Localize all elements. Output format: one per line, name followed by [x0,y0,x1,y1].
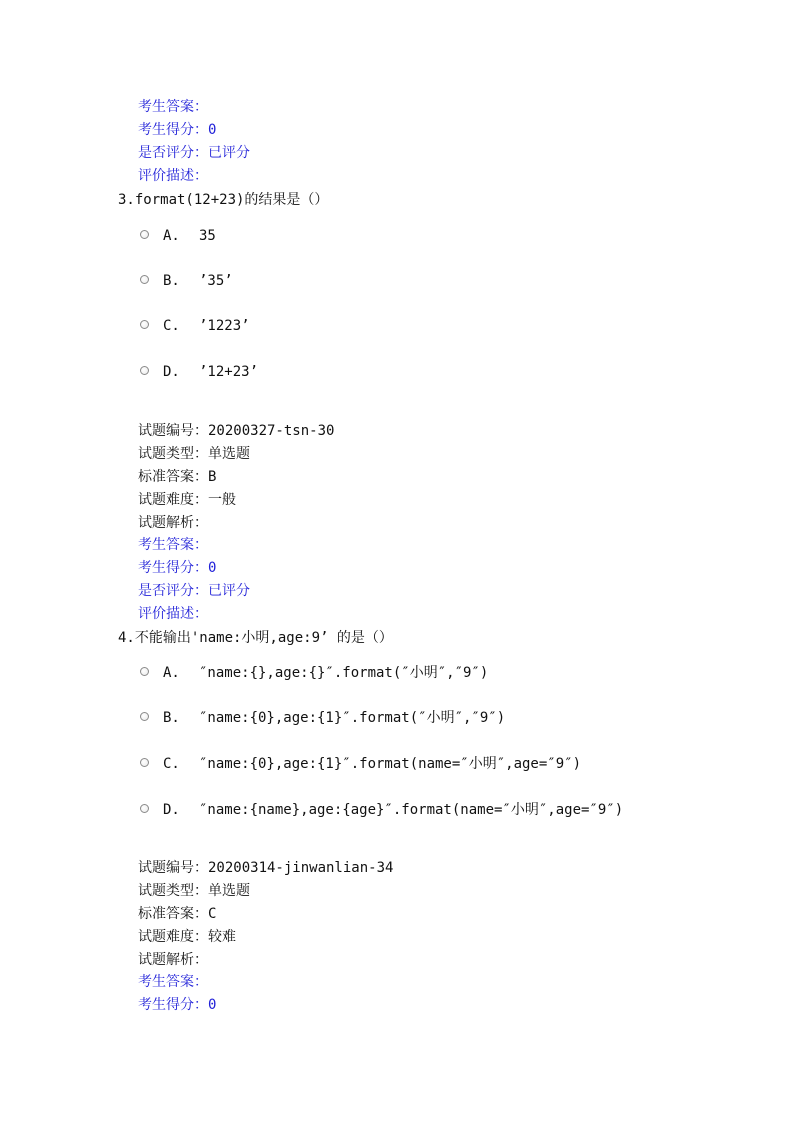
option-text: ’1223’ [199,318,250,334]
field-label: 试题解析： [138,952,208,968]
field-label: 试题编号： [138,423,208,439]
field-value: C [208,906,217,922]
field-label: 考生答案： [138,537,208,553]
field-value: 单选题 [208,883,250,899]
field-value: 单选题 [208,446,250,462]
option-text: ’35’ [199,273,233,289]
student-answer-line [138,98,208,116]
option-text: ″name:{},age:{}″.format(″小明″,″9″) [199,665,489,681]
student-answer-line [138,536,208,554]
question-stem: 4.不能输出'name:小明,age:9’ 的是（） [118,630,393,646]
field-label: 试题难度： [138,929,208,945]
option-letter: D. [163,364,180,380]
option-letter: C. [163,756,180,772]
field-label: 是否评分： [138,583,208,599]
field-value: 一般 [208,492,236,508]
radio-button[interactable] [140,712,149,721]
field-label: 考生得分： [138,997,208,1013]
radio-button[interactable] [140,320,149,329]
question-id-line [138,422,334,440]
field-label: 试题类型： [138,446,208,462]
graded-status-line [138,144,250,162]
field-value: 已评分 [208,145,250,161]
option-text: ″name:{name},age:{age}″.format(name=″小明″,age=″9″) [199,802,624,818]
option-letter: B. [163,710,180,726]
field-value: B [208,469,217,485]
graded-status-line [138,582,250,600]
option-text: ″name:{0},age:{1}″.format(name=″小明″,age=″9″) [199,756,582,772]
option-c[interactable] [140,317,250,335]
radio-button[interactable] [140,275,149,284]
difficulty-line [138,491,236,509]
field-label: 考生答案： [138,974,208,990]
field-label: 评价描述： [138,168,208,184]
student-answer-line [138,973,208,991]
option-letter: A. [163,665,180,681]
option-text: ″name:{0},age:{1}″.format(″小明″,″9″) [199,710,506,726]
radio-button[interactable] [140,758,149,767]
difficulty-line [138,928,236,946]
radio-button[interactable] [140,667,149,676]
question-stem: 3.format(12+23)的结果是（） [118,192,329,208]
field-label: 是否评分： [138,145,208,161]
field-label: 试题难度： [138,492,208,508]
field-value: 0 [208,560,217,576]
option-text: 35 [199,228,216,244]
option-d[interactable] [140,363,258,381]
field-label: 考生得分： [138,560,208,576]
field-value: 0 [208,997,217,1013]
question-type-line [138,445,250,463]
option-letter: B. [163,273,180,289]
field-label: 试题类型： [138,883,208,899]
radio-button[interactable] [140,230,149,239]
option-b[interactable] [140,272,233,290]
student-score-line [138,996,216,1014]
standard-answer-line [138,905,216,923]
option-letter: D. [163,802,180,818]
field-value: 20200314-jinwanlian-34 [208,860,394,876]
evaluation-line [138,167,208,185]
analysis-line [138,514,208,532]
option-a[interactable] [140,664,488,682]
radio-button[interactable] [140,804,149,813]
option-letter: C. [163,318,180,334]
option-letter: A. [163,228,180,244]
student-score-line [138,121,216,139]
field-label: 试题编号： [138,860,208,876]
field-label: 标准答案： [138,469,208,485]
field-label: 评价描述： [138,606,208,622]
field-label: 标准答案： [138,906,208,922]
evaluation-line [138,605,208,623]
field-label: 考生答案： [138,99,208,115]
standard-answer-line [138,468,216,486]
field-label: 试题解析： [138,515,208,531]
analysis-line [138,951,208,969]
field-value: 已评分 [208,583,250,599]
option-text: ’12+23’ [199,364,259,380]
student-score-line [138,559,216,577]
option-c[interactable] [140,755,581,773]
question-type-line [138,882,250,900]
field-value: 0 [208,122,217,138]
field-value: 20200327-tsn-30 [208,423,335,439]
field-value: 较难 [208,929,236,945]
radio-button[interactable] [140,366,149,375]
field-label: 考生得分： [138,122,208,138]
option-a[interactable] [140,227,216,245]
option-b[interactable] [140,709,505,727]
question-id-line [138,859,393,877]
option-d[interactable] [140,801,623,819]
